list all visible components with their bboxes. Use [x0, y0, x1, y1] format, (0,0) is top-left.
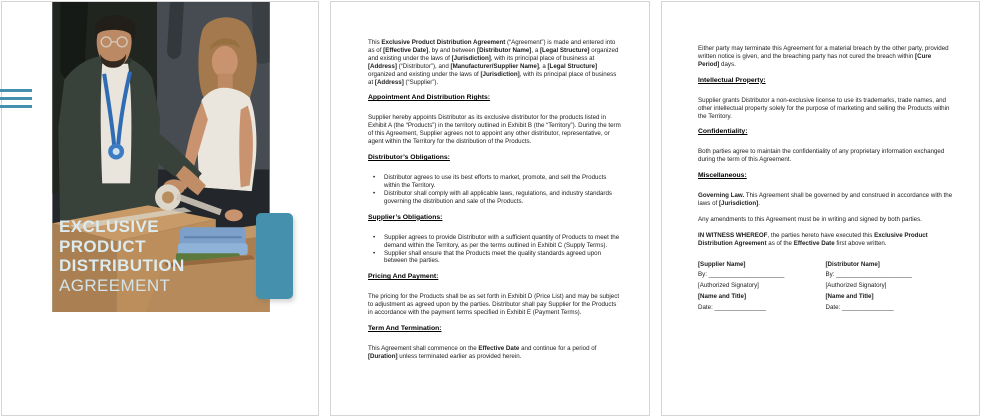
signature-line: [698, 292, 826, 303]
paragraph: [368, 39, 622, 86]
bold-run: [Legal Structure]: [539, 46, 590, 54]
text-run: By: ______________________: [825, 271, 912, 279]
paragraph: [368, 293, 622, 317]
bullet-item: [384, 190, 622, 206]
text-run: [Authorized Signatory]: [825, 282, 887, 290]
text-run: Distributor shall comply with all applicable laws, regulations, and industry standards governing the distribution and sale of the Products.: [384, 189, 613, 205]
paragraph: [368, 114, 622, 146]
section-heading: Intellectual Property:: [698, 76, 766, 84]
bullet-item: [384, 250, 622, 266]
text-run: first above written.: [834, 239, 887, 247]
stripes-decoration: [0, 89, 32, 113]
bold-run: [Name and Title]: [698, 292, 747, 300]
bold-run: Effective Date: [478, 345, 520, 353]
cover-title-line: DISTRIBUTION: [59, 256, 185, 275]
page-3-content: [662, 2, 979, 415]
text-run: , with its principal place of business at: [368, 70, 617, 86]
signature-line: [826, 303, 954, 314]
bullet-item: [384, 234, 622, 250]
bold-run: [Jurisdiction]: [480, 70, 520, 78]
text-run: Date: _______________: [825, 303, 894, 311]
bullet-list: [368, 234, 622, 266]
accent-stripe: [0, 105, 32, 108]
bold-run: Effective Date: [793, 239, 835, 247]
bold-run: [Name and Title]: [825, 292, 874, 300]
text-run: , with its principal place of business at: [490, 54, 595, 62]
page-3-blocks: [698, 45, 953, 248]
signature-line: [826, 270, 954, 281]
paragraph: [698, 45, 953, 69]
text-run: Supplier shall ensure that the Products meet the quality standards agreed upon between the parties.: [384, 249, 602, 265]
section-heading: Distributor’s Obligations:: [368, 154, 450, 162]
bold-run: [Distributor Name]: [825, 260, 880, 268]
text-run: Supplier grants Distributor a non-exclusive license to use its trademarks, trade names, and other intellectual property solely for the purpose of marketing and selling the Products within the Territory.: [698, 96, 950, 120]
cover-title: [59, 217, 269, 295]
bold-run: [Cure Period]: [698, 52, 932, 68]
bullet-item: [384, 174, 622, 190]
bold-run: [Supplier Name]: [698, 260, 746, 268]
text-run: (“Distributor”), and: [396, 62, 451, 70]
text-run: Both parties agree to maintain the confidentiality of any proprietary information exchanged during the term of this Agreement.: [698, 148, 945, 164]
bold-run: IN WITNESS WHEREOF: [698, 231, 768, 239]
cover-title-line: PRODUCT: [59, 236, 146, 256]
signature-block: [698, 260, 953, 314]
bold-run: Exclusive Product Distribution Agreement: [381, 39, 506, 46]
text-run: .: [758, 200, 760, 208]
paragraph: [698, 148, 953, 164]
text-run: Date: _______________: [698, 303, 767, 311]
bold-run: [Duration]: [368, 352, 398, 360]
cover-subtitle: AGREEMENT: [59, 275, 171, 295]
signature-line: [698, 281, 826, 292]
accent-stripe: [0, 89, 32, 92]
text-run: The pricing for the Products shall be as set forth in Exhibit D (Price List) and may be subject to adjustment as agreed upon by the parties. Distributor shall pay Supplier for the Products in accordance with the payment terms specified in Exhibit E (Payment Terms).: [368, 293, 620, 317]
paragraph: [368, 345, 622, 361]
text-run: This Agreement shall commence on the: [368, 345, 479, 353]
text-run: (“Agreement”) is made and entered into as of: [368, 39, 616, 54]
text-run: as of the: [766, 239, 794, 247]
text-run: Distributor agrees to use its best efforts to market, promote, and sell the Products within the Territory.: [384, 174, 607, 189]
bold-run: [Address]: [374, 78, 404, 86]
section-heading: Pricing And Payment:: [368, 273, 439, 281]
text-run: (“Supplier”).: [403, 78, 439, 86]
section-heading: Term And Termination:: [368, 325, 442, 333]
bold-run: [Legal Structure]: [547, 62, 598, 70]
signature-line: [698, 270, 826, 281]
section-heading: Supplier’s Obligations:: [368, 213, 443, 221]
text-run: Supplier agrees to provide Distributor with a sufficient quantity of Products to meet the demand within the Territory, as per the terms outlined in Exhibit C (Supply Terms).: [384, 233, 620, 249]
text-run: organized and existing under the laws of: [368, 70, 481, 78]
text-run: and continue for a period of: [519, 345, 597, 353]
bold-run: [Effective Date]: [383, 46, 429, 54]
paragraph: [698, 192, 953, 208]
text-run: , a: [531, 46, 540, 54]
signature-column: [698, 260, 826, 314]
agreement-page-1: [330, 1, 650, 416]
cover-title-line: EXCLUSIVE: [59, 217, 159, 236]
text-run: Supplier hereby appoints Distributor as its exclusive distributor for the products listed in Exhibit A (the “Products”) in the territory outlined in Exhibit B (the “Territory”). During the term of this Agreement, Supplier agrees not to appoint any other distributor, representative, or agent within the Territory for the distribution of the Products.: [368, 114, 621, 146]
text-run: , a: [538, 62, 548, 70]
bullet-list: [368, 174, 622, 206]
text-run: [Authorized Signatory]: [698, 282, 759, 290]
section-heading: Miscellaneous:: [698, 172, 747, 180]
signature-line: [698, 260, 826, 271]
text-run: organized and existing under the laws of: [368, 46, 619, 62]
signature-line: [826, 260, 954, 271]
signature-line: [826, 281, 954, 292]
text-run: This: [368, 39, 382, 46]
paragraph: [698, 216, 953, 224]
signature-line: [698, 303, 826, 314]
bold-run: [Jurisdiction]: [451, 54, 491, 62]
bold-run: [Jurisdiction]: [718, 200, 759, 208]
bold-run: Governing Law.: [698, 192, 745, 200]
accent-stripe: [0, 97, 32, 100]
signature-line: [826, 292, 954, 303]
paragraph: [698, 97, 953, 121]
text-run: Either party may terminate this Agreement for a material breach by the other party, provided written notice is given, and the breaching party has not cured the breach within: [698, 45, 949, 60]
section-heading: Appointment And Distribution Rights:: [368, 94, 491, 102]
paragraph: [698, 232, 953, 248]
text-run: This Agreement shall be governed by and construed in accordance with the laws of: [698, 192, 953, 208]
page-2-content: [331, 2, 649, 415]
bold-run: Exclusive Product Distribution Agreement: [698, 231, 928, 247]
text-run: unless terminated earlier as provided herein.: [397, 352, 522, 360]
bold-run: [Distributor Name]: [477, 46, 532, 54]
text-run: , by and between: [428, 46, 478, 54]
text-run: By: ______________________: [698, 271, 785, 279]
bold-run: [Manufacturer/Supplier Name]: [450, 62, 539, 70]
text-run: , the parties hereto have executed this: [767, 231, 875, 239]
section-heading: Confidentiality:: [698, 128, 748, 136]
text-run: Any amendments to this Agreement must be in writing and signed by both parties.: [698, 216, 922, 224]
signature-column: [826, 260, 954, 314]
bold-run: [Address]: [368, 62, 397, 70]
agreement-page-2: [661, 1, 980, 416]
cover-page: [1, 1, 319, 416]
text-run: days.: [719, 60, 736, 68]
